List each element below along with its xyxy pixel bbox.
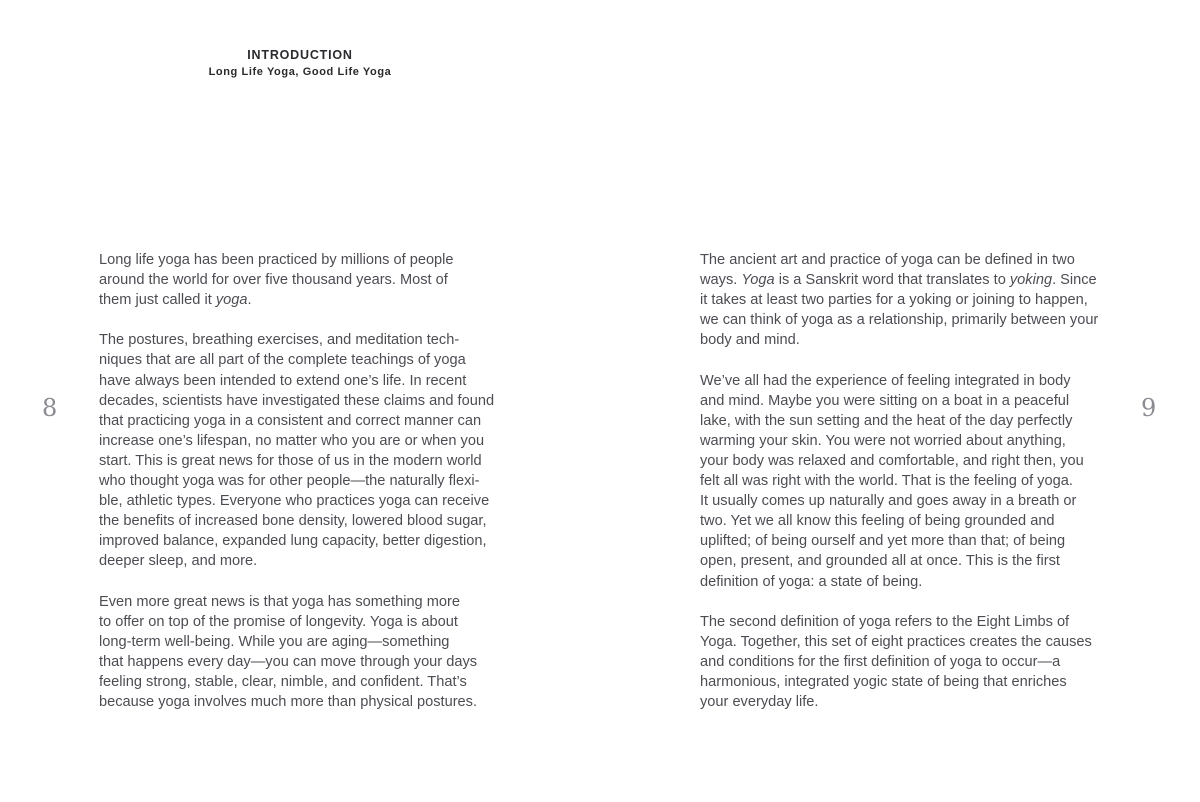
text-run: Yoga. Together, this set of eight practices creates the causes	[700, 633, 1092, 650]
text-run: the benefits of increased bone density, lowered blood sugar,	[99, 513, 487, 530]
text-run: around the world for over five thousand years. Most of	[99, 272, 448, 289]
text-run: decades, scientists have investigated these claims and found	[99, 392, 495, 409]
text-run: niques that are all part of the complete teachings of yoga	[99, 352, 466, 369]
text-run: uplifted; of being ourself and yet more than that; of being	[700, 533, 1066, 550]
text-line	[99, 350, 509, 370]
text-run: who thought yoga was for other people—the naturally flexi-	[99, 473, 480, 490]
text-run: ble, athletic types. Everyone who practices yoga can receive	[99, 493, 490, 510]
text-line	[99, 330, 509, 350]
italic-term: yoga	[215, 292, 248, 309]
text-line	[700, 391, 1110, 411]
text-line	[700, 551, 1110, 571]
text-line	[700, 270, 1110, 290]
text-line	[99, 652, 509, 672]
text-run: because yoga involves much more than physical postures.	[99, 694, 478, 711]
text-line	[99, 471, 509, 491]
paragraph	[700, 250, 1110, 350]
paragraph	[99, 592, 509, 713]
text-line	[700, 632, 1110, 652]
text-line	[700, 572, 1110, 592]
section-heading: INTRODUCTION	[247, 48, 353, 62]
text-run: two. Yet we all know this feeling of being grounded and	[700, 513, 1055, 530]
text-run: increase one’s lifespan, no matter who you are or when you	[99, 432, 485, 449]
text-line	[700, 431, 1110, 451]
text-line	[99, 411, 509, 431]
text-run: feeling strong, stable, clear, nimble, and confident. That’s	[99, 673, 467, 690]
text-line	[99, 692, 509, 712]
left-page-body	[99, 250, 509, 732]
text-line	[700, 531, 1110, 551]
text-run: it takes at least two parties for a yoking or joining to happen,	[700, 292, 1088, 309]
text-run: harmonious, integrated yogic state of being that enriches	[700, 673, 1067, 690]
text-run: . Since	[1052, 272, 1097, 289]
text-line	[700, 692, 1110, 712]
text-line	[700, 310, 1110, 330]
text-line	[99, 612, 509, 632]
text-run: long-term well-being. While you are aging—something	[99, 633, 450, 650]
text-line	[99, 491, 509, 511]
paragraph	[700, 371, 1110, 592]
text-line	[700, 330, 1110, 350]
text-line	[99, 551, 509, 571]
text-line	[700, 371, 1110, 391]
text-run: It usually comes up naturally and goes away in a breath or	[700, 493, 1077, 510]
text-run: lake, with the sun setting and the heat of the day perfectly	[700, 412, 1073, 429]
text-run: start. This is great news for those of us in the modern world	[99, 452, 482, 469]
text-line	[99, 250, 509, 270]
paragraph	[99, 250, 509, 310]
text-run: them just called it	[99, 292, 216, 309]
paragraph	[700, 612, 1110, 712]
text-run: ways.	[700, 272, 742, 289]
italic-term: Yoga	[741, 272, 775, 289]
text-run: that happens every day—you can move through your days	[99, 653, 478, 670]
text-run: warming your skin. You were not worried about anything,	[700, 432, 1066, 449]
text-run: that practicing yoga in a consistent and correct manner can	[99, 412, 482, 429]
text-run: Even more great news is that yoga has something more	[99, 593, 460, 610]
paragraph	[99, 330, 509, 571]
text-run: your body was relaxed and comfortable, and right then, you	[700, 452, 1084, 469]
text-run: and mind. Maybe you were sitting on a boat in a peaceful	[700, 392, 1070, 409]
text-run: your everyday life.	[700, 694, 819, 711]
text-run: We’ve all had the experience of feeling integrated in body	[700, 372, 1071, 389]
text-line	[99, 511, 509, 531]
text-run: The postures, breathing exercises, and meditation tech-	[99, 332, 460, 349]
text-run: .	[247, 292, 252, 309]
text-line	[99, 371, 509, 391]
text-run: deeper sleep, and more.	[99, 553, 258, 570]
text-line	[99, 451, 509, 471]
text-line	[99, 391, 509, 411]
text-line	[700, 411, 1110, 431]
text-line	[99, 592, 509, 612]
text-line	[99, 632, 509, 652]
text-line	[700, 471, 1110, 491]
text-line	[99, 531, 509, 551]
text-run: and conditions for the first definition of yoga to occur—a	[700, 653, 1061, 670]
text-line	[700, 451, 1110, 471]
page-number-right: 9	[1141, 394, 1157, 422]
text-line	[700, 672, 1110, 692]
text-run: have always been intended to extend one’s life. In recent	[99, 372, 467, 389]
text-run: is a Sanskrit word that translates to	[774, 272, 1010, 289]
text-run: we can think of yoga as a relationship, primarily between your	[700, 312, 1099, 329]
text-line	[700, 612, 1110, 632]
text-run: to offer on top of the promise of longevity. Yoga is about	[99, 613, 458, 630]
chapter-title: Long Life Yoga, Good Life Yoga	[208, 66, 392, 78]
text-line	[700, 250, 1110, 270]
text-line	[99, 270, 509, 290]
text-line	[700, 491, 1110, 511]
text-line	[700, 511, 1110, 531]
italic-term: yoking	[1009, 272, 1053, 289]
text-line	[99, 290, 509, 310]
text-line	[700, 652, 1110, 672]
text-run: body and mind.	[700, 332, 800, 349]
running-head	[170, 47, 430, 81]
text-line	[99, 431, 509, 451]
text-run: improved balance, expanded lung capacity, better digestion,	[99, 533, 487, 550]
text-run: open, present, and grounded all at once. This is the first	[700, 553, 1060, 570]
text-run: The ancient art and practice of yoga can be defined in two	[700, 252, 1075, 268]
text-line	[99, 672, 509, 692]
text-run: felt all was right with the world. That is the feeling of yoga.	[700, 473, 1073, 490]
text-run: definition of yoga: a state of being.	[700, 573, 923, 590]
text-run: The second definition of yoga refers to the Eight Limbs of	[700, 613, 1070, 630]
text-line	[700, 290, 1110, 310]
text-run: Long life yoga has been practiced by millions of people	[99, 252, 454, 268]
page-number-left: 8	[42, 394, 58, 422]
right-page-body	[700, 250, 1110, 732]
